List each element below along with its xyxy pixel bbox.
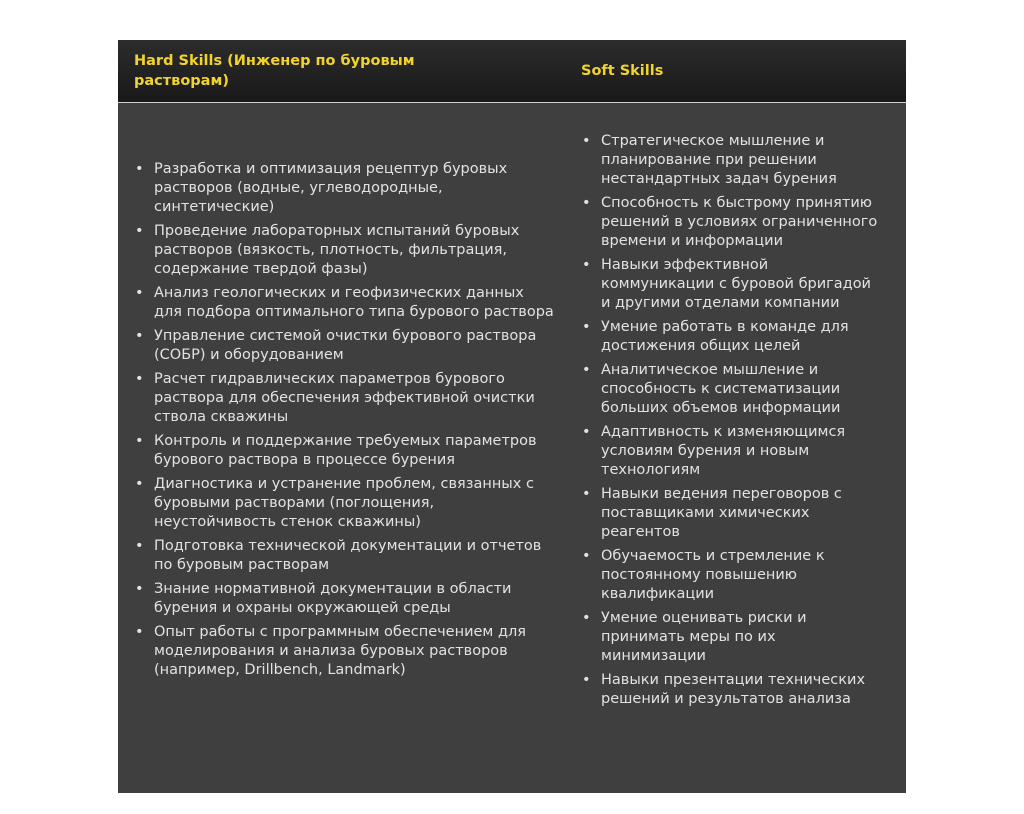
hard-skill-item [135,222,555,279]
bullet-icon: • [135,581,144,597]
soft-skill-text: Способность к быстрому принятию решений в условиях ограниченного времени и информации [601,195,878,249]
hard-skill-item [135,537,555,575]
hard-skill-item [135,580,555,618]
soft-skills-list [582,132,882,714]
soft-skill-text: Умение оценивать риски и принимать меры по их минимизации [601,610,807,664]
soft-skill-text: Стратегическое мышление и планирование при решении нестандартных задач бурения [601,133,837,187]
soft-skill-text: Умение работать в команде для достижения общих целей [601,319,849,354]
soft-skill-item [582,485,882,542]
hard-skill-text: Разработка и оптимизация рецептур буровых растворов (водные, углеводородные, синтетические) [154,161,508,215]
bullet-icon: • [582,195,591,211]
soft-skill-text: Обучаемость и стремление к постоянному повышению квалификации [601,548,825,602]
soft-skill-item [582,132,882,189]
soft-skill-item [582,423,882,480]
hard-skill-item [135,432,555,470]
hard-skill-text: Диагностика и устранение проблем, связанных с буровыми растворами (поглощения, неустойчивость стенок скважины) [154,476,534,530]
hard-skill-text: Опыт работы с программным обеспечением для моделирования и анализа буровых растворов (например, Drillbench, Landmark) [154,624,526,678]
bullet-icon: • [582,672,591,688]
soft-skill-item [582,547,882,604]
hard-skill-item [135,370,555,427]
bullet-icon: • [135,223,144,239]
bullet-icon: • [582,486,591,502]
soft-skill-item [582,318,882,356]
bullet-icon: • [135,371,144,387]
hard-skills-list [135,160,555,685]
skills-table [118,40,906,793]
soft-skill-item [582,609,882,666]
bullet-icon: • [135,285,144,301]
soft-skill-text: Аналитическое мышление и способность к систематизации больших объемов информации [601,362,841,416]
soft-skill-item [582,194,882,251]
bullet-icon: • [135,538,144,554]
table-header [118,40,906,103]
hard-skill-item [135,160,555,217]
hard-skill-text: Подготовка технической документации и отчетов по буровым растворам [154,538,542,573]
soft-skill-item [582,671,882,709]
bullet-icon: • [135,476,144,492]
hard-skills-header: Hard Skills (Инженер по буровым растворам) [134,53,415,89]
bullet-icon: • [135,161,144,177]
bullet-icon: • [582,319,591,335]
soft-skill-text: Навыки ведения переговоров с поставщиками химических реагентов [601,486,842,540]
hard-skill-text: Анализ геологических и геофизических данных для подбора оптимального типа бурового раствора [154,285,554,320]
bullet-icon: • [582,548,591,564]
soft-skill-text: Адаптивность к изменяющимся условиям бурения и новым технологиям [601,424,846,478]
hard-skill-text: Управление системой очистки бурового раствора (СОБР) и оборудованием [154,328,537,363]
hard-skill-item [135,284,555,322]
soft-skill-item [582,256,882,313]
hard-skill-text: Контроль и поддержание требуемых параметров бурового раствора в процессе бурения [154,433,537,468]
soft-skills-header: Soft Skills [581,63,664,79]
hard-skill-item [135,475,555,532]
bullet-icon: • [582,424,591,440]
soft-skill-item [582,361,882,418]
hard-skill-text: Проведение лабораторных испытаний буровых растворов (вязкость, плотность, фильтрация, содержание твердой фазы) [154,223,520,277]
bullet-icon: • [582,610,591,626]
hard-skill-item [135,623,555,680]
hard-skill-text: Знание нормативной документации в области бурения и охраны окружающей среды [154,581,512,616]
bullet-icon: • [582,362,591,378]
bullet-icon: • [582,257,591,273]
hard-skill-item [135,327,555,365]
soft-skill-text: Навыки эффективной коммуникации с буровой бригадой и другими отделами компании [601,257,871,311]
bullet-icon: • [135,624,144,640]
bullet-icon: • [135,433,144,449]
bullet-icon: • [135,328,144,344]
soft-skill-text: Навыки презентации технических решений и результатов анализа [601,672,866,707]
bullet-icon: • [582,133,591,149]
hard-skill-text: Расчет гидравлических параметров бурового раствора для обеспечения эффективной очистки ствола скважины [154,371,535,425]
